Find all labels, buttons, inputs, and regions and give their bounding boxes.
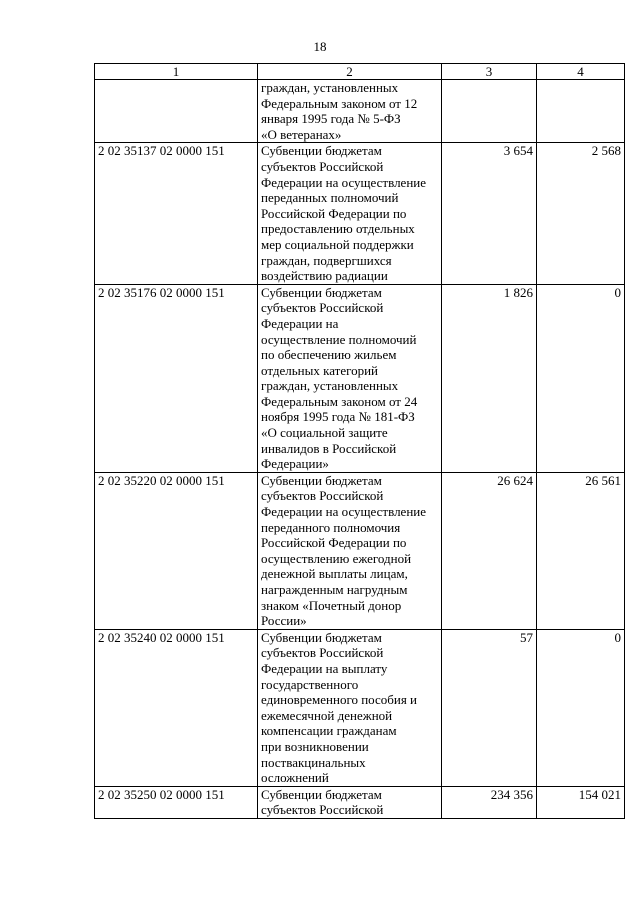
- budget-code-cell: 2 02 35176 02 0000 151: [95, 284, 258, 472]
- description-line: Субвенции бюджетам: [261, 143, 382, 159]
- description-line: граждан, установленных: [261, 378, 399, 394]
- description-line: ежемесячной денежной: [261, 707, 393, 723]
- budget-table: [94, 63, 625, 819]
- column-header-3: 3: [442, 64, 537, 80]
- description-line: субъектов Российской: [261, 300, 384, 316]
- description-line: награжденным нагрудным: [261, 582, 408, 597]
- description-line: ноября 1995 года № 181-ФЗ: [261, 409, 415, 425]
- description-line: Российской Федерации по: [261, 205, 407, 221]
- description-line: Субвенции бюджетам: [261, 284, 382, 300]
- description-line: компенсации гражданам: [261, 723, 397, 739]
- description-line: граждан, подвергшихся: [261, 252, 392, 268]
- budget-code-cell: 2 02 35240 02 0000 151: [95, 629, 258, 786]
- description-line: мер социальной поддержки: [261, 236, 414, 252]
- description-line: «О ветеранах»: [261, 126, 342, 142]
- amount-col4-cell: 2 568: [537, 143, 625, 284]
- amount-col4-cell: 0: [537, 629, 625, 786]
- budget-code-cell: [95, 80, 258, 143]
- description-line: России»: [261, 613, 307, 629]
- description-line: предоставлению отдельных: [261, 221, 415, 237]
- description-line: января 1995 года № 5-ФЗ: [261, 111, 401, 127]
- table-row: [95, 629, 625, 786]
- description-line: поствакцинальных: [261, 754, 366, 770]
- description-line: осуществлению ежегодной: [261, 550, 412, 566]
- description-line: Федерации на выплату: [261, 660, 388, 676]
- description-line: граждан, установленных: [261, 80, 399, 95]
- column-header-2: 2: [258, 64, 442, 80]
- description-cell: [258, 284, 442, 472]
- amount-col3-cell: 26 624: [442, 472, 537, 629]
- description-line: осложнений: [261, 770, 329, 786]
- description-line: Федеральным законом от 12: [261, 95, 418, 111]
- description-cell: [258, 472, 442, 629]
- description-line: осуществление полномочий: [261, 331, 417, 347]
- amount-col3-cell: 3 654: [442, 143, 537, 284]
- table-row: [95, 472, 625, 629]
- description-line: «О социальной защите: [261, 425, 388, 441]
- description-cell: [258, 80, 442, 143]
- column-header-1: 1: [95, 64, 258, 80]
- description-line: Федерации»: [261, 456, 329, 472]
- description-cell: [258, 786, 442, 818]
- description-line: Субвенции бюджетам: [261, 786, 382, 802]
- table-row: [95, 284, 625, 472]
- description-line: субъектов Российской: [261, 802, 384, 818]
- amount-col4-cell: 26 561: [537, 472, 625, 629]
- description-line: Субвенции бюджетам: [261, 629, 382, 645]
- description-line: субъектов Российской: [261, 158, 384, 174]
- description-line: субъектов Российской: [261, 645, 384, 661]
- description-line: Российской Федерации по: [261, 535, 407, 551]
- amount-col3-cell: [442, 80, 537, 143]
- column-header-4: 4: [537, 64, 625, 80]
- description-line: переданных полномочий: [261, 190, 399, 206]
- description-line: инвалидов в Российской: [261, 440, 397, 456]
- description-cell: [258, 143, 442, 284]
- budget-code-cell: 2 02 35137 02 0000 151: [95, 143, 258, 284]
- page-number: 18: [313, 39, 327, 54]
- description-line: по обеспечению жильем: [261, 347, 397, 363]
- table-row: [95, 143, 625, 284]
- description-line: Федерации на: [261, 315, 339, 331]
- budget-code-cell: 2 02 35220 02 0000 151: [95, 472, 258, 629]
- description-line: государственного: [261, 676, 359, 692]
- description-line: Федеральным законом от 24: [261, 393, 418, 409]
- description-line: Федерации на осуществление: [261, 174, 427, 190]
- description-line: воздействию радиации: [261, 268, 388, 284]
- description-line: субъектов Российской: [261, 488, 384, 504]
- table-row: [95, 80, 625, 143]
- description-line: денежной выплаты лицам,: [261, 566, 408, 582]
- amount-col4-cell: [537, 80, 625, 143]
- table-body: [95, 80, 625, 819]
- amount-col4-cell: 154 021: [537, 786, 625, 818]
- table-header-row: [95, 64, 625, 80]
- description-line: Субвенции бюджетам: [261, 472, 382, 488]
- description-line: Федерации на осуществление: [261, 504, 427, 520]
- amount-col3-cell: 234 356: [442, 786, 537, 818]
- budget-code-cell: 2 02 35250 02 0000 151: [95, 786, 258, 818]
- description-cell: [258, 629, 442, 786]
- description-line: отдельных категорий: [261, 362, 379, 378]
- description-line: единовременного пособия и: [261, 692, 418, 708]
- amount-col3-cell: 1 826: [442, 284, 537, 472]
- description-line: при возникновении: [261, 738, 369, 754]
- amount-col3-cell: 57: [442, 629, 537, 786]
- description-line: знаком «Почетный донор: [261, 597, 402, 613]
- amount-col4-cell: 0: [537, 284, 625, 472]
- table-row: [95, 786, 625, 818]
- description-line: переданного полномочия: [261, 519, 401, 535]
